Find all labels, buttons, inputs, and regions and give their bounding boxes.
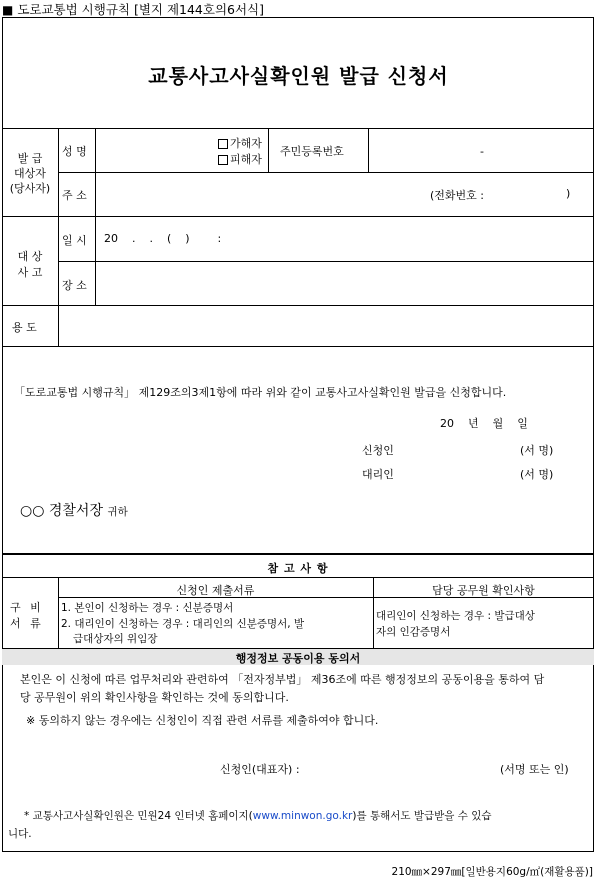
recipient-prefix: ○○ 경찰서장 xyxy=(20,503,103,519)
rrn-dash: - xyxy=(480,145,484,158)
rrn-field[interactable] xyxy=(370,130,592,170)
consent-signer-label: 신청인(대표자) : xyxy=(220,763,300,776)
applicant-group-label: 대상자 xyxy=(14,167,46,180)
divider xyxy=(2,346,594,347)
applicant-doc-item: 1. 본인이 신청하는 경우 : 신분증명서 xyxy=(61,602,234,614)
recipient-suffix: 귀하 xyxy=(107,506,128,518)
footer-note xyxy=(24,808,492,823)
consent-text: 본인은 이 신청에 따른 업무처리와 관련하여 「전자정부법」 제36조에 따른 행정정보의 공동이용을 통하여 담 xyxy=(20,673,545,686)
required-docs-label xyxy=(10,600,58,632)
minwon-link[interactable]: www.minwon.go.kr xyxy=(252,810,353,822)
offender-checkbox[interactable] xyxy=(218,135,262,151)
divider xyxy=(2,305,594,306)
divider xyxy=(58,261,594,262)
accident-group-label: 사 고 xyxy=(17,266,43,279)
applicant-doc-item: 2. 대리인이 신청하는 경우 : 대리인의 신분증명서, 발 xyxy=(61,618,305,630)
address-field[interactable] xyxy=(96,174,592,214)
reference-title: 참 고 사 항 xyxy=(267,562,329,575)
consent-title: 행정정보 공동이용 동의서 xyxy=(235,652,361,665)
phone-label: (전화번호 : xyxy=(430,189,484,202)
required-docs-label-text: 구 비 서 류 xyxy=(10,601,44,630)
applicant-group-label: (당사자) xyxy=(9,182,51,195)
footer-note-text: 교통사고사실확인원은 민원24 인터넷 홈페이지( xyxy=(32,810,253,822)
applicant-signature[interactable]: (서 명) xyxy=(520,444,554,457)
datetime-field[interactable]: 20 . . ( ) : xyxy=(104,232,222,245)
checkbox-icon[interactable] xyxy=(218,139,228,149)
footer-star: * xyxy=(24,810,30,822)
rrn-label: 주민등록번호 xyxy=(280,145,344,158)
consent-text: 당 공무원이 위의 확인사항을 확인하는 것에 동의합니다. xyxy=(20,691,289,704)
recipient xyxy=(20,500,128,520)
address-label: 주 소 xyxy=(62,189,87,202)
request-statement: 「도로교통법 시행규칙」 제129조의3제1항에 따라 위와 같이 교통사고사실확인원 발급을 신청합니다. xyxy=(14,386,507,399)
official-check-item: 자의 인감증명서 xyxy=(376,626,451,638)
divider xyxy=(58,128,59,346)
phone-close: ) xyxy=(566,187,571,200)
divider xyxy=(2,216,594,217)
offender-checkbox-label: 가해자 xyxy=(230,137,262,150)
divider xyxy=(2,577,594,578)
consent-note: ※ 동의하지 않는 경우에는 신청인이 직접 관련 서류를 제출하여야 합니다. xyxy=(26,714,379,727)
checkbox-icon[interactable] xyxy=(218,155,228,165)
place-label: 장 소 xyxy=(62,279,87,292)
purpose-label: 용 도 xyxy=(12,321,37,334)
consent-signature[interactable]: (서명 또는 인) xyxy=(500,763,569,776)
paper-size: 210㎜×297㎜[일반용지60g/㎡(재활용품)] xyxy=(391,866,593,878)
official-check-item: 대리인이 신청하는 경우 : 발급대상 xyxy=(376,610,535,622)
divider xyxy=(268,128,269,172)
purpose-field[interactable] xyxy=(60,307,592,345)
divider xyxy=(2,128,594,129)
name-label: 성 명 xyxy=(62,145,87,158)
divider xyxy=(58,172,594,173)
date-line[interactable]: 20 년 월 일 xyxy=(440,417,528,430)
accident-group-label: 대 상 xyxy=(17,250,43,263)
agent-sign-label: 대리인 xyxy=(362,468,394,481)
datetime-label: 일 시 xyxy=(62,234,87,247)
footer-note-line2: 니다. xyxy=(8,828,32,840)
victim-checkbox-label: 피해자 xyxy=(230,153,262,166)
footer-note-text: )를 통해서도 발급받을 수 있습 xyxy=(352,810,492,822)
applicant-doc-item: 급대상자의 위임장 xyxy=(73,633,158,645)
place-field[interactable] xyxy=(96,263,592,303)
form-header xyxy=(2,0,264,18)
applicant-docs-header: 신청인 제출서류 xyxy=(176,584,255,597)
page-title: 교통사고사실확인원 발급 신청서 xyxy=(148,64,449,88)
divider xyxy=(2,553,594,555)
official-check-header: 담당 공무원 확인사항 xyxy=(432,584,535,597)
applicant-group-label: 발 급 xyxy=(17,152,43,165)
divider xyxy=(368,128,369,172)
applicant-sign-label: 신청인 xyxy=(362,444,394,457)
square-bullet-icon: ■ xyxy=(2,3,14,17)
form-header-text: 도로교통법 시행규칙 [별지 제144호의6서식] xyxy=(17,2,265,17)
agent-signature[interactable]: (서 명) xyxy=(520,468,554,481)
victim-checkbox[interactable] xyxy=(218,151,262,167)
